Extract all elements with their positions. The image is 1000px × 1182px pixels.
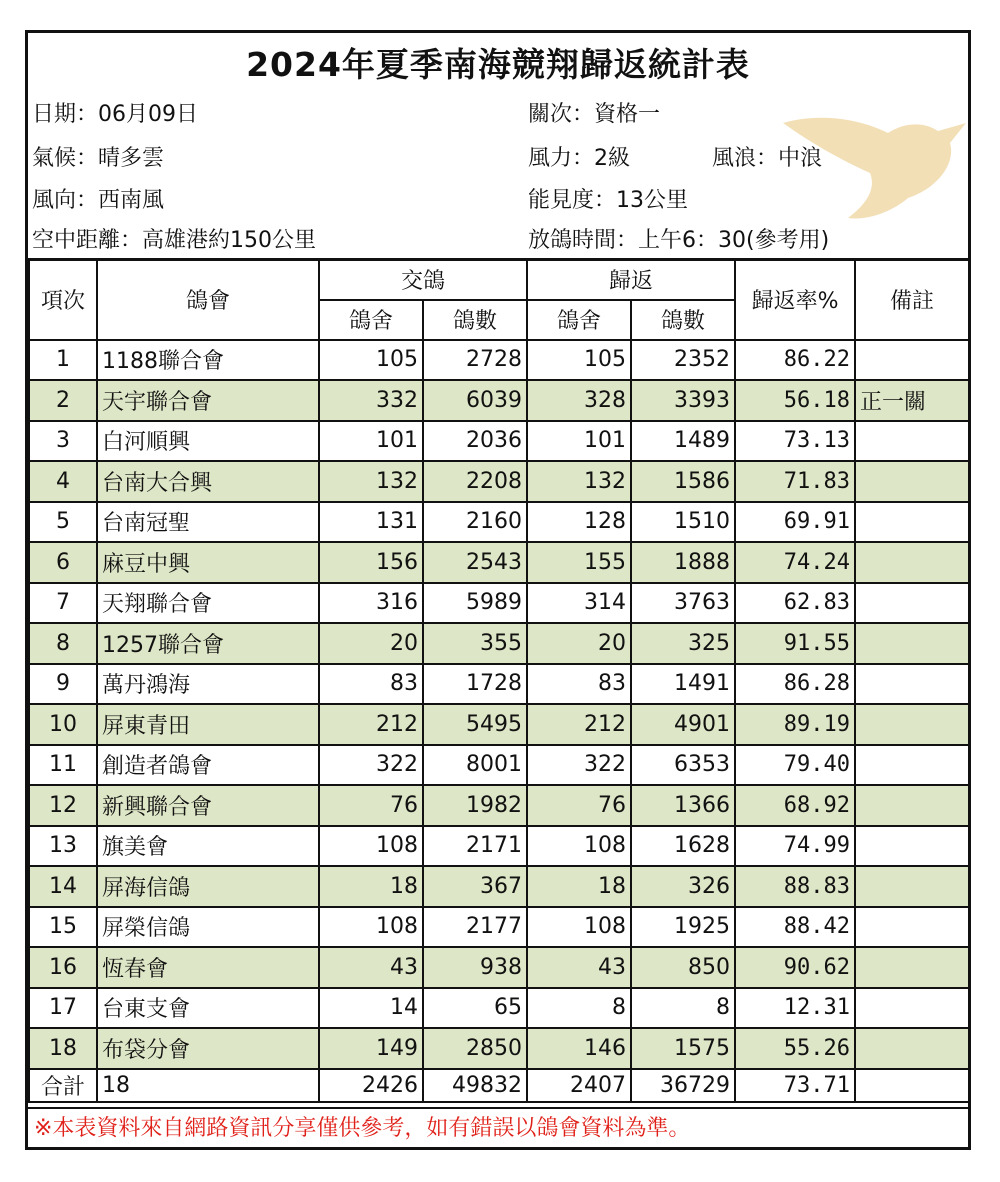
row-index: 11	[29, 745, 97, 786]
row-index: 6	[29, 542, 97, 583]
row-returned-lofts: 105	[527, 340, 631, 381]
row-entry-birds: 355	[423, 623, 527, 664]
row-returned-lofts: 146	[527, 1028, 631, 1069]
row-returned-birds: 1925	[631, 907, 735, 948]
table-row	[29, 988, 969, 1029]
header-rate: 歸返率%	[735, 260, 855, 340]
row-returned-lofts: 322	[527, 745, 631, 786]
row-remark: 正一關	[855, 380, 969, 421]
row-returned-lofts: 108	[527, 826, 631, 867]
table-row	[29, 502, 969, 543]
total-club-count: 18	[97, 1069, 319, 1102]
row-remark	[855, 988, 969, 1029]
row-entry-birds: 6039	[423, 380, 527, 421]
row-index: 10	[29, 704, 97, 745]
row-entry-lofts: 20	[319, 623, 423, 664]
row-rate: 74.24	[735, 542, 855, 583]
row-entry-birds: 1728	[423, 664, 527, 705]
row-returned-lofts: 212	[527, 704, 631, 745]
row-index: 15	[29, 907, 97, 948]
row-returned-birds: 3393	[631, 380, 735, 421]
row-entry-lofts: 108	[319, 826, 423, 867]
table-row	[29, 380, 969, 421]
row-remark	[855, 745, 969, 786]
row-club: 恆春會	[97, 947, 319, 988]
row-club: 天翔聯合會	[97, 583, 319, 624]
row-rate: 62.83	[735, 583, 855, 624]
header-returned-lofts: 鴿舍	[527, 300, 631, 340]
table-row	[29, 340, 969, 381]
row-entry-lofts: 43	[319, 947, 423, 988]
row-index: 7	[29, 583, 97, 624]
row-entry-lofts: 101	[319, 421, 423, 462]
row-returned-birds: 4901	[631, 704, 735, 745]
table-row	[29, 1028, 969, 1069]
row-returned-birds: 8	[631, 988, 735, 1029]
row-rate: 91.55	[735, 623, 855, 664]
row-remark	[855, 866, 969, 907]
row-remark	[855, 664, 969, 705]
row-rate: 56.18	[735, 380, 855, 421]
row-remark	[855, 1028, 969, 1069]
table-row	[29, 947, 969, 988]
row-entry-birds: 8001	[423, 745, 527, 786]
total-entry-lofts: 2426	[319, 1069, 423, 1102]
row-club: 創造者鴿會	[97, 745, 319, 786]
row-entry-lofts: 332	[319, 380, 423, 421]
header-remark: 備註	[855, 260, 969, 340]
row-returned-lofts: 76	[527, 785, 631, 826]
row-remark	[855, 502, 969, 543]
row-rate: 79.40	[735, 745, 855, 786]
row-club: 旗美會	[97, 826, 319, 867]
row-rate: 73.13	[735, 421, 855, 462]
table-row	[29, 826, 969, 867]
row-remark	[855, 785, 969, 826]
row-returned-lofts: 132	[527, 461, 631, 502]
row-rate: 86.28	[735, 664, 855, 705]
row-entry-lofts: 156	[319, 542, 423, 583]
total-label: 合計	[29, 1069, 97, 1102]
row-returned-lofts: 43	[527, 947, 631, 988]
table-body	[29, 340, 969, 1069]
row-rate: 88.42	[735, 907, 855, 948]
header-entry-birds: 鴿數	[423, 300, 527, 340]
total-returned-lofts: 2407	[527, 1069, 631, 1102]
row-entry-lofts: 212	[319, 704, 423, 745]
row-entry-birds: 2850	[423, 1028, 527, 1069]
row-index: 16	[29, 947, 97, 988]
row-returned-lofts: 128	[527, 502, 631, 543]
row-club: 1257聯合會	[97, 623, 319, 664]
row-remark	[855, 542, 969, 583]
row-remark	[855, 947, 969, 988]
info-wind-direction: 風向：西南風	[32, 188, 165, 213]
row-remark	[855, 461, 969, 502]
row-index: 12	[29, 785, 97, 826]
row-rate: 55.26	[735, 1028, 855, 1069]
header-returned: 歸返	[527, 260, 735, 300]
stats-table	[28, 258, 970, 1103]
row-index: 9	[29, 664, 97, 705]
row-returned-birds: 1366	[631, 785, 735, 826]
row-entry-birds: 1982	[423, 785, 527, 826]
total-row	[29, 1069, 969, 1102]
row-entry-birds: 2177	[423, 907, 527, 948]
row-entry-lofts: 76	[319, 785, 423, 826]
row-entry-birds: 938	[423, 947, 527, 988]
row-returned-birds: 1510	[631, 502, 735, 543]
table-row	[29, 907, 969, 948]
row-index: 8	[29, 623, 97, 664]
info-date: 日期：06月09日	[32, 102, 198, 127]
row-entry-lofts: 149	[319, 1028, 423, 1069]
row-returned-birds: 1491	[631, 664, 735, 705]
row-returned-birds: 325	[631, 623, 735, 664]
row-club: 屏榮信鴿	[97, 907, 319, 948]
total-rate: 73.71	[735, 1069, 855, 1102]
row-entry-lofts: 316	[319, 583, 423, 624]
table-row	[29, 745, 969, 786]
row-index: 14	[29, 866, 97, 907]
row-remark	[855, 907, 969, 948]
row-returned-birds: 850	[631, 947, 735, 988]
row-entry-birds: 5989	[423, 583, 527, 624]
row-entry-lofts: 14	[319, 988, 423, 1029]
row-entry-birds: 367	[423, 866, 527, 907]
row-remark	[855, 583, 969, 624]
row-remark	[855, 340, 969, 381]
row-returned-birds: 2352	[631, 340, 735, 381]
row-rate: 90.62	[735, 947, 855, 988]
row-returned-birds: 6353	[631, 745, 735, 786]
row-remark	[855, 421, 969, 462]
table-row	[29, 785, 969, 826]
table-row	[29, 421, 969, 462]
row-club: 1188聯合會	[97, 340, 319, 381]
row-index: 5	[29, 502, 97, 543]
row-entry-birds: 2160	[423, 502, 527, 543]
info-waves: 風浪：中浪	[712, 146, 823, 171]
row-remark	[855, 826, 969, 867]
row-index: 18	[29, 1028, 97, 1069]
row-returned-lofts: 20	[527, 623, 631, 664]
header-index: 項次	[29, 260, 97, 340]
total-returned-birds: 36729	[631, 1069, 735, 1102]
row-club: 天宇聯合會	[97, 380, 319, 421]
row-index: 4	[29, 461, 97, 502]
row-club: 台東支會	[97, 988, 319, 1029]
row-rate: 71.83	[735, 461, 855, 502]
table-row	[29, 461, 969, 502]
footnote: ※本表資料來自網路資訊分享僅供參考，如有錯誤以鴿會資料為準。	[28, 1107, 968, 1147]
table-row	[29, 623, 969, 664]
row-club: 新興聯合會	[97, 785, 319, 826]
row-entry-birds: 2543	[423, 542, 527, 583]
row-entry-birds: 5495	[423, 704, 527, 745]
row-entry-birds: 2728	[423, 340, 527, 381]
total-remark	[855, 1069, 969, 1102]
row-returned-lofts: 101	[527, 421, 631, 462]
row-club: 台南大合興	[97, 461, 319, 502]
row-returned-birds: 1575	[631, 1028, 735, 1069]
total-entry-birds: 49832	[423, 1069, 527, 1102]
row-returned-lofts: 155	[527, 542, 631, 583]
row-club: 屏海信鴿	[97, 866, 319, 907]
table-row	[29, 583, 969, 624]
row-returned-birds: 1888	[631, 542, 735, 583]
row-entry-lofts: 108	[319, 907, 423, 948]
row-club: 台南冠聖	[97, 502, 319, 543]
row-index: 3	[29, 421, 97, 462]
row-index: 17	[29, 988, 97, 1029]
row-remark	[855, 623, 969, 664]
row-entry-birds: 65	[423, 988, 527, 1029]
row-rate: 68.92	[735, 785, 855, 826]
table-row	[29, 866, 969, 907]
row-remark	[855, 704, 969, 745]
row-entry-lofts: 105	[319, 340, 423, 381]
stats-sheet	[25, 30, 971, 1150]
info-stage: 關次：資格一	[528, 102, 661, 127]
row-rate: 12.31	[735, 988, 855, 1029]
header-returned-birds: 鴿數	[631, 300, 735, 340]
row-entry-birds: 2171	[423, 826, 527, 867]
info-weather: 氣候：晴多雲	[32, 146, 165, 171]
header-entry-lofts: 鴿舍	[319, 300, 423, 340]
row-club: 萬丹鴻海	[97, 664, 319, 705]
row-returned-lofts: 328	[527, 380, 631, 421]
row-rate: 74.99	[735, 826, 855, 867]
row-index: 2	[29, 380, 97, 421]
row-entry-lofts: 322	[319, 745, 423, 786]
row-index: 13	[29, 826, 97, 867]
header-club: 鴿會	[97, 260, 319, 340]
row-returned-lofts: 314	[527, 583, 631, 624]
row-club: 白河順興	[97, 421, 319, 462]
row-entry-lofts: 132	[319, 461, 423, 502]
row-returned-lofts: 108	[527, 907, 631, 948]
row-returned-lofts: 83	[527, 664, 631, 705]
row-returned-lofts: 8	[527, 988, 631, 1029]
table-row	[29, 664, 969, 705]
header-entry: 交鴿	[319, 260, 527, 300]
row-rate: 88.83	[735, 866, 855, 907]
row-returned-birds: 1628	[631, 826, 735, 867]
row-index: 1	[29, 340, 97, 381]
info-visibility: 能見度：13公里	[528, 188, 688, 213]
row-returned-birds: 326	[631, 866, 735, 907]
row-entry-lofts: 83	[319, 664, 423, 705]
row-rate: 69.91	[735, 502, 855, 543]
row-club: 屏東青田	[97, 704, 319, 745]
table-row	[29, 704, 969, 745]
info-distance: 空中距離：高雄港約150公里	[32, 228, 316, 253]
row-club: 麻豆中興	[97, 542, 319, 583]
info-release-time: 放鴿時間：上午6：30(參考用)	[528, 228, 830, 253]
row-returned-birds: 1489	[631, 421, 735, 462]
table-row	[29, 542, 969, 583]
row-entry-lofts: 18	[319, 866, 423, 907]
page-title: 2024年夏季南海競翔歸返統計表	[246, 45, 750, 84]
row-returned-birds: 3763	[631, 583, 735, 624]
row-club: 布袋分會	[97, 1028, 319, 1069]
row-entry-birds: 2036	[423, 421, 527, 462]
row-rate: 89.19	[735, 704, 855, 745]
info-wind-force: 風力：2級	[528, 146, 630, 171]
row-returned-birds: 1586	[631, 461, 735, 502]
row-rate: 86.22	[735, 340, 855, 381]
row-entry-lofts: 131	[319, 502, 423, 543]
row-entry-birds: 2208	[423, 461, 527, 502]
row-returned-lofts: 18	[527, 866, 631, 907]
